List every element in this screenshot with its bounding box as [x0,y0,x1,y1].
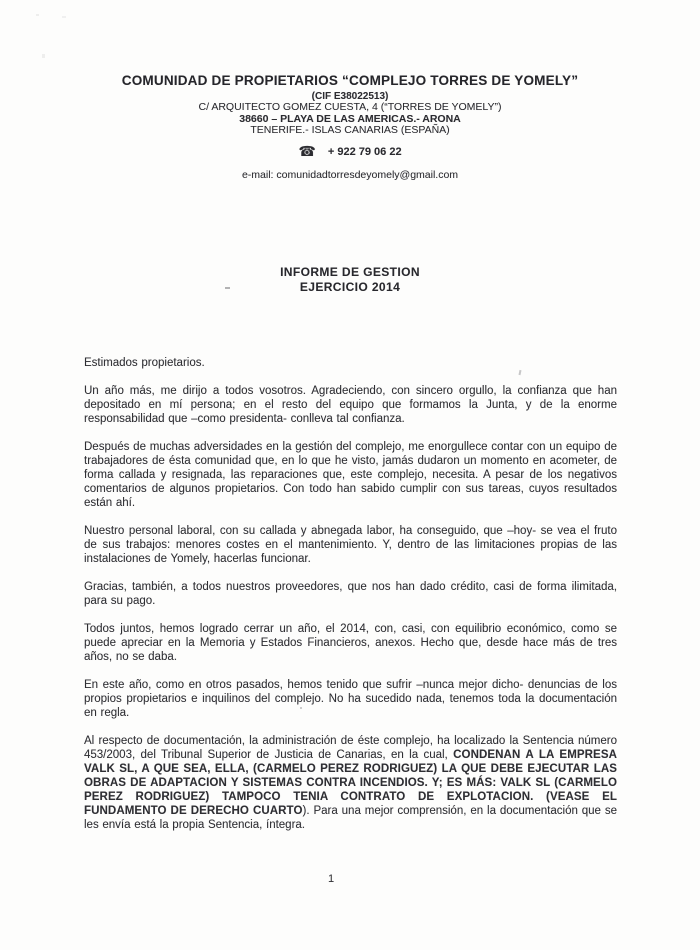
email-line [0,169,700,181]
address-city: 38660 – PLAYA DE LAS AMERICAS.- ARONA [239,112,461,125]
document-title [0,265,700,294]
paragraph-confianza: Un año más, me dirijo a todos vosotros. Agradeciendo, con sincero orgullo, la confianza que han depositado en mí persona; en el resto del equipo que formamos la Junta, y de la enorme responsabilidad que –como presidenta- conlleva tal confianza. [84,385,617,425]
letter-body [84,356,617,846]
paragraph-personal-laboral: Nuestro personal laboral, con su callada y abnegada labor, ha conseguido, que –hoy- se vea el fruto de sus trabajos: menores costes en el mantenimiento. Y, dentro de las limitaciones propias de las instalaciones de Yomely, hacerlas funcionar. [84,525,617,565]
salutation: Estimados propietarios. [84,357,205,369]
address-street: C/ ARQUITECTO GOMEZ CUESTA, 4 (“TORRES DE YOMELY”) [198,101,502,113]
address-region: TENERIFE.- ISLAS CANARIAS (ESPAÑA) [250,124,450,136]
paragraph-trabajadores: Después de muchas adversidades en la gestión del complejo, me enorgullece contar con un equipo de trabajadores de ésta comunidad que, en lo que he visto, jamás dudaron un momento en acometer, de forma callada y resignada, las reparaciones que, este complejo, necesita. A pesar de los negativos comentarios de algunos propietarios. Con todo han sabido cumplir con sus tareas, cuyos resultados están ahí. [84,441,617,509]
sentencia-run-normal-1: Al respecto de documentación, la administración de éste complejo, ha localizado la Sentencia número 453/2003, del Tribunal Superior de Justicia de Canarias, en la cual, [84,735,617,761]
cif-number: (CIF E38022513) [311,91,389,102]
phone-number: + 922 79 06 22 [327,145,402,158]
email-label: e-mail: [241,168,274,181]
page-number: 1 [327,873,335,885]
paragraph-sentencia [84,734,617,832]
paragraph-equilibrio: Todos juntos, hemos logrado cerrar un año, el 2014, con, casi, con equilibrio económico, como se puede apreciar en la Memoria y Estados Financieros, anexos. Hecho que, desde hace más de tres años, no se daba. [84,623,617,663]
phone-line [0,143,700,160]
scan-artifact [62,16,66,18]
document-title-line1: INFORME DE GESTION [280,265,420,279]
scan-artifact [36,14,39,16]
scan-artifact [42,54,45,58]
paragraph-denuncias: En este año, como en otros pasados, hemos tenido que sufrir –nunca mejor dicho- denuncias de los propios propietarios e inquilinos del complejo. No ha sucedido nada, tenemos toda la documentación en regla. [84,679,617,719]
organization-name: COMUNIDAD DE PROPIETARIOS “COMPLEJO TORRES DE YOMELY” [121,73,579,88]
document-title-line2: EJERCICIO 2014 [299,279,401,294]
telephone-icon: ☎ [298,142,316,159]
letterhead [0,73,700,181]
paragraph-proveedores: Gracias, también, a todos nuestros proveedores, que nos han dado crédito, casi de forma ilimitada, para su pago. [84,581,617,607]
sentencia-run-normal-2: ). Para una mejor comprensión, en la documentación que se les envía está la propia Sentencia, íntegra. [84,805,617,831]
sentencia-run-bold: CONDENAN A LA EMPRESA VALK SL, A QUE SEA, ELLA, (CARMELO PEREZ RODRIGUEZ) LA QUE DEBE EJECUTAR LAS OBRAS DE ADAPTACION Y SISTEMAS CONTRA INCENDIOS. Y; ES MÁS: VALK SL (CARMELO PEREZ RODRIGUEZ) TAMPOCO TENIA CONTRATO DE EXPLOTACION. (VEASE EL FUNDAMENTO DE DERECHO CUARTO [84,749,617,817]
email-address: comunidadtorresdeyomely@gmail.com [276,168,459,181]
